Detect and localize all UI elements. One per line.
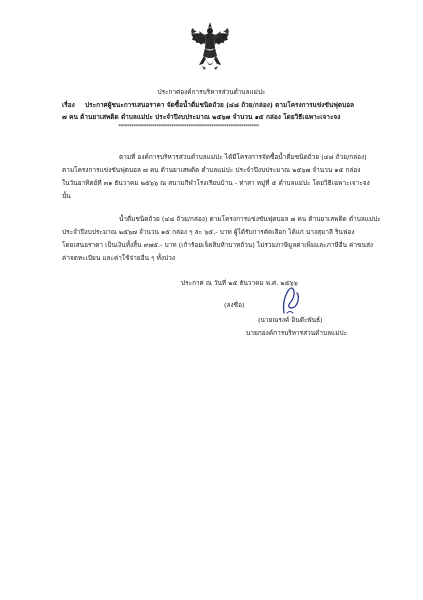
subject-label: เรื่อง <box>62 101 75 109</box>
paragraph-2-line-1: น้ำดื่มชนิดถ้วย (๔๘ ถ้วย/กล่อง) ตามโครงการแข่งขันฟุตบอล ๗ คน ต้านยาเสพติด ตำบลแม่ปะ <box>119 215 381 223</box>
document-title: ประกาศองค์การบริหารส่วนตำบลแม่ปะ <box>157 88 266 96</box>
paragraph-1-line-4: นั้น <box>62 192 71 200</box>
signature-icon <box>278 283 304 317</box>
paragraph-1-line-3: ในวันอาทิตย์ที่ ๓๑ ธันวาคม ๒๕๖๖ ณ สนามกีฬาโรงเรียนบ้าน - ท่าสา หมู่ที่ ๕ ตำบลแม่ปะ โดยวิธีเฉพาะเจาะจง <box>62 179 370 187</box>
signer-title: นายกองค์การบริหารส่วนตำบลแม่ปะ <box>246 329 348 337</box>
subject-line-1: ประกาศผู้ชนะการเสนอราคา จัดซื้อน้ำดื่มชนิดถ้วย (๔๘ ถ้วย/กล่อง) ตามโครงการแข่งขันฟุตบอล <box>85 101 355 109</box>
subject-line-2: ๗ คน ต้านยาเสพติด ตำบลแม่ปะ ประจำปีงบประมาณ ๒๕๖๗ จำนวน ๑๕ กล่อง โดยวิธีเฉพาะเจาะจง <box>62 113 341 121</box>
announce-date: ประกาศ ณ วันที่ ๒๕ ธันวาคม พ.ศ. ๒๕๖๖ <box>181 279 298 287</box>
paragraph-2-line-2: ประจำปีงบประมาณ ๒๕๖๗ จำนวน ๑๕ กล่อง ๆ ละ ๖๕.- บาท ผู้ได้รับการคัดเลือก ได้แก่ นางสุมาลี รินฟอง <box>62 228 355 236</box>
separator: ************************************************************************** <box>118 124 259 130</box>
paragraph-1-line-1: ตามที่ องค์การบริหารส่วนตำบลแม่ปะ ได้มีโครงการจัดซื้อน้ำดื่มชนิดถ้วย (๔๘ ถ้วย/กล่อง) <box>119 153 367 161</box>
paragraph-2-line-4: ค่าจดทะเบียน และค่าใช้จ่ายอื่น ๆ ทั้งปวง <box>62 254 176 262</box>
paragraph-2-line-3: โดยเสนอราคา เป็นเงินทั้งสิ้น ๙๗๕.- บาท (เก้าร้อยเจ็ดสิบห้าบาทถ้วน) ไม่รวมภาษีมูลค่าเพิ่มและภาษีอื่น ค่าขนส่ง <box>62 241 374 249</box>
signer-name: (นายณรงค์ อินต๊ะพันธ์) <box>258 316 323 324</box>
signed-label: (ลงชื่อ) <box>224 301 245 309</box>
garuda-emblem-icon <box>188 20 232 72</box>
paragraph-1-line-2: ตามโครงการแข่งขันฟุตบอล ๗ คน ต้านยาเสพติด ตำบลแม่ปะ ประจำปีงบประมาณ ๒๕๖๗ จำนวน ๑๕ กล่อง <box>62 166 361 174</box>
